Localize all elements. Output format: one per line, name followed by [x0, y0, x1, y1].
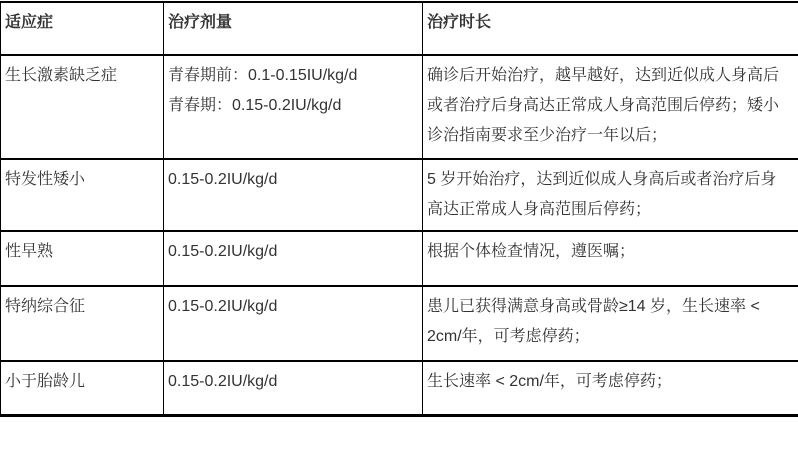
table-row	[1, 55, 798, 159]
duration-cell: 确诊后开始治疗，越早越好，达到近似成人身高后或者治疗后身高达正常成人身高范围后停药；矮小诊治指南要求至少治疗一年以后；	[423, 55, 798, 159]
indication-cell: 特发性矮小	[1, 159, 164, 231]
dose-line: 0.15-0.2IU/kg/d	[168, 243, 278, 260]
dose-line: 青春期：0.15-0.2IU/kg/d	[168, 97, 342, 114]
table-row	[1, 361, 798, 415]
indication-cell: 特纳综合征	[1, 286, 164, 361]
duration-cell: 生长速率 < 2cm/年，可考虑停药；	[423, 361, 798, 415]
table-row	[1, 286, 798, 361]
dose-line: 0.15-0.2IU/kg/d	[168, 298, 278, 315]
indications-table	[0, 1, 798, 417]
duration-cell: 患儿已获得满意身高或骨龄≥14 岁，生长速率 < 2cm/年，可考虑停药；	[423, 286, 798, 361]
dose-cell	[164, 231, 423, 286]
header-dose: 治疗剂量	[164, 2, 423, 55]
dose-line: 青春期前：0.1-0.15IU/kg/d	[168, 67, 358, 84]
indication-cell: 生长激素缺乏症	[1, 55, 164, 159]
table-row	[1, 231, 798, 286]
indication-cell: 性早熟	[1, 231, 164, 286]
dose-line: 0.15-0.2IU/kg/d	[168, 373, 278, 390]
duration-cell: 5 岁开始治疗，达到近似成人身高后或者治疗后身高达正常成人身高范围后停药；	[423, 159, 798, 231]
dose-cell	[164, 159, 423, 231]
indication-cell: 小于胎龄儿	[1, 361, 164, 415]
table-header-row	[1, 2, 798, 55]
dose-cell	[164, 361, 423, 415]
duration-cell: 根据个体检查情况，遵医嘱；	[423, 231, 798, 286]
header-duration: 治疗时长	[423, 2, 798, 55]
table-row	[1, 159, 798, 231]
dose-line: 0.15-0.2IU/kg/d	[168, 171, 278, 188]
table-body	[1, 55, 798, 415]
dose-cell	[164, 55, 423, 159]
dose-cell	[164, 286, 423, 361]
header-indication: 适应症	[1, 2, 164, 55]
